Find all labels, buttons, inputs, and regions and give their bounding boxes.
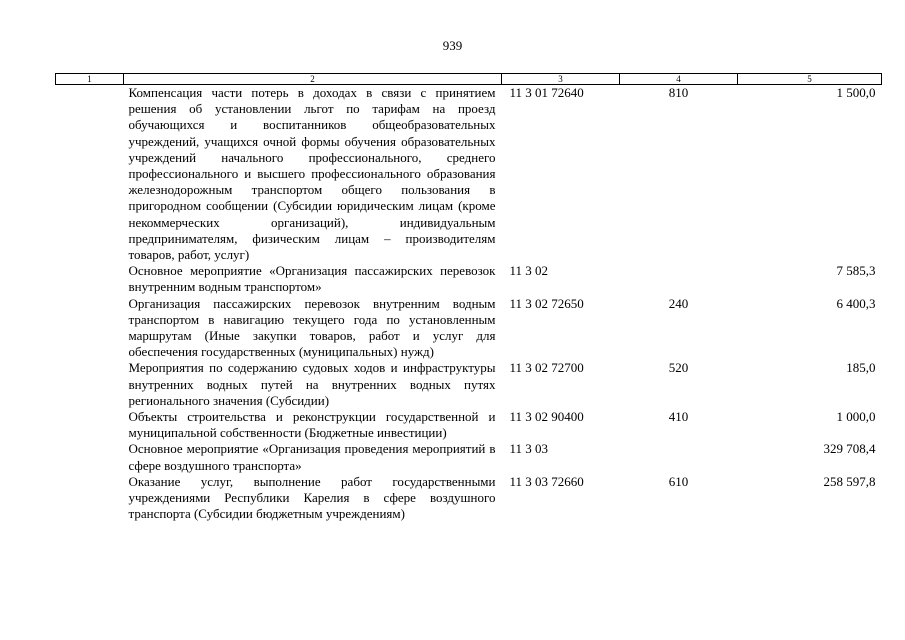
page-number: 939 bbox=[442, 38, 463, 53]
row-index-cell bbox=[56, 85, 124, 264]
expense-type-code: 610 bbox=[668, 473, 689, 489]
table-body bbox=[56, 85, 882, 523]
table-row bbox=[56, 263, 882, 295]
row-index-cell bbox=[56, 296, 124, 361]
expense-type-code bbox=[620, 441, 738, 473]
expense-type-code: 240 bbox=[668, 295, 689, 311]
column-number-row bbox=[56, 74, 882, 85]
table-header bbox=[56, 74, 882, 85]
budget-table bbox=[55, 73, 882, 522]
row-index-cell bbox=[56, 409, 124, 441]
expense-type-code: 810 bbox=[668, 85, 689, 100]
row-index-cell bbox=[56, 441, 124, 473]
row-index-cell bbox=[56, 360, 124, 409]
target-article-code: 11 3 02 bbox=[509, 263, 549, 279]
expense-name: Основное мероприятие «Организация проведения мероприятий в сфере воздушного транспорта» bbox=[128, 441, 496, 473]
expense-name: Организация пассажирских перевозок внутренним водным транспортом в навигацию текущего года по установленным маршрутам (Иные закупки товаров, работ и услуг для обеспечения государственных (муниципальных) нужд) bbox=[128, 295, 496, 360]
amount: 185,0 bbox=[846, 360, 876, 376]
table-row bbox=[56, 296, 882, 361]
column-number-1: 1 bbox=[56, 74, 124, 85]
column-number-3: 3 bbox=[502, 74, 620, 85]
expense-name: Оказание услуг, выполнение работ государственными учреждениями Республики Карелия в сфере воздушного транспорта (Субсидии бюджетным учреждениям) bbox=[128, 473, 496, 522]
expense-type-code bbox=[620, 263, 738, 295]
expense-type-code: 410 bbox=[668, 409, 689, 425]
table-row bbox=[56, 360, 882, 409]
column-number-2: 2 bbox=[124, 74, 502, 85]
expense-name: Основное мероприятие «Организация пассажирских перевозок внутренним водным транспортом» bbox=[128, 263, 496, 295]
expense-name: Компенсация части потерь в доходах в связи с принятием решения об установлении льгот по тарифам на проезд обучающихся и воспитанников общеобразовательных учреждений, учащихся очной формы обучения образовательных учреждений начального профессионального, среднего профессионального и высшего профессионального образования железнодорожным транспортом общего пользования в пригородном сообщении (Субсидии юридическим лицам (кроме некоммерческих организаций), индивидуальным предпринимателям, физическим лицам – производителям товаров, работ, услуг) bbox=[128, 85, 496, 263]
target-article-code: 11 3 02 72700 bbox=[509, 360, 584, 376]
target-article-code: 11 3 03 72660 bbox=[509, 473, 584, 489]
column-number-5: 5 bbox=[738, 74, 882, 85]
amount: 6 400,3 bbox=[836, 295, 876, 311]
target-article-code: 11 3 01 72640 bbox=[509, 85, 584, 100]
table-row bbox=[56, 409, 882, 441]
row-index-cell bbox=[56, 474, 124, 523]
column-number-4: 4 bbox=[620, 74, 738, 85]
target-article-code: 11 3 02 72650 bbox=[509, 295, 584, 311]
amount: 329 708,4 bbox=[823, 441, 876, 457]
expense-name: Мероприятия по содержанию судовых ходов и инфраструктуры внутренних водных путей на внутренних водных путях регионального значения (Субсидии) bbox=[128, 360, 496, 408]
table-row bbox=[56, 85, 882, 264]
amount: 1 500,0 bbox=[836, 85, 876, 100]
target-article-code: 11 3 02 90400 bbox=[509, 409, 584, 425]
expense-name: Объекты строительства и реконструкции государственной и муниципальной собственности (Бюджетные инвестиции) bbox=[128, 409, 496, 441]
table-row bbox=[56, 474, 882, 523]
row-index-cell bbox=[56, 263, 124, 295]
table-row bbox=[56, 441, 882, 473]
target-article-code: 11 3 03 bbox=[509, 441, 549, 457]
amount: 1 000,0 bbox=[836, 409, 876, 425]
expense-type-code: 520 bbox=[668, 360, 689, 376]
amount: 7 585,3 bbox=[836, 263, 876, 279]
amount: 258 597,8 bbox=[823, 473, 876, 489]
